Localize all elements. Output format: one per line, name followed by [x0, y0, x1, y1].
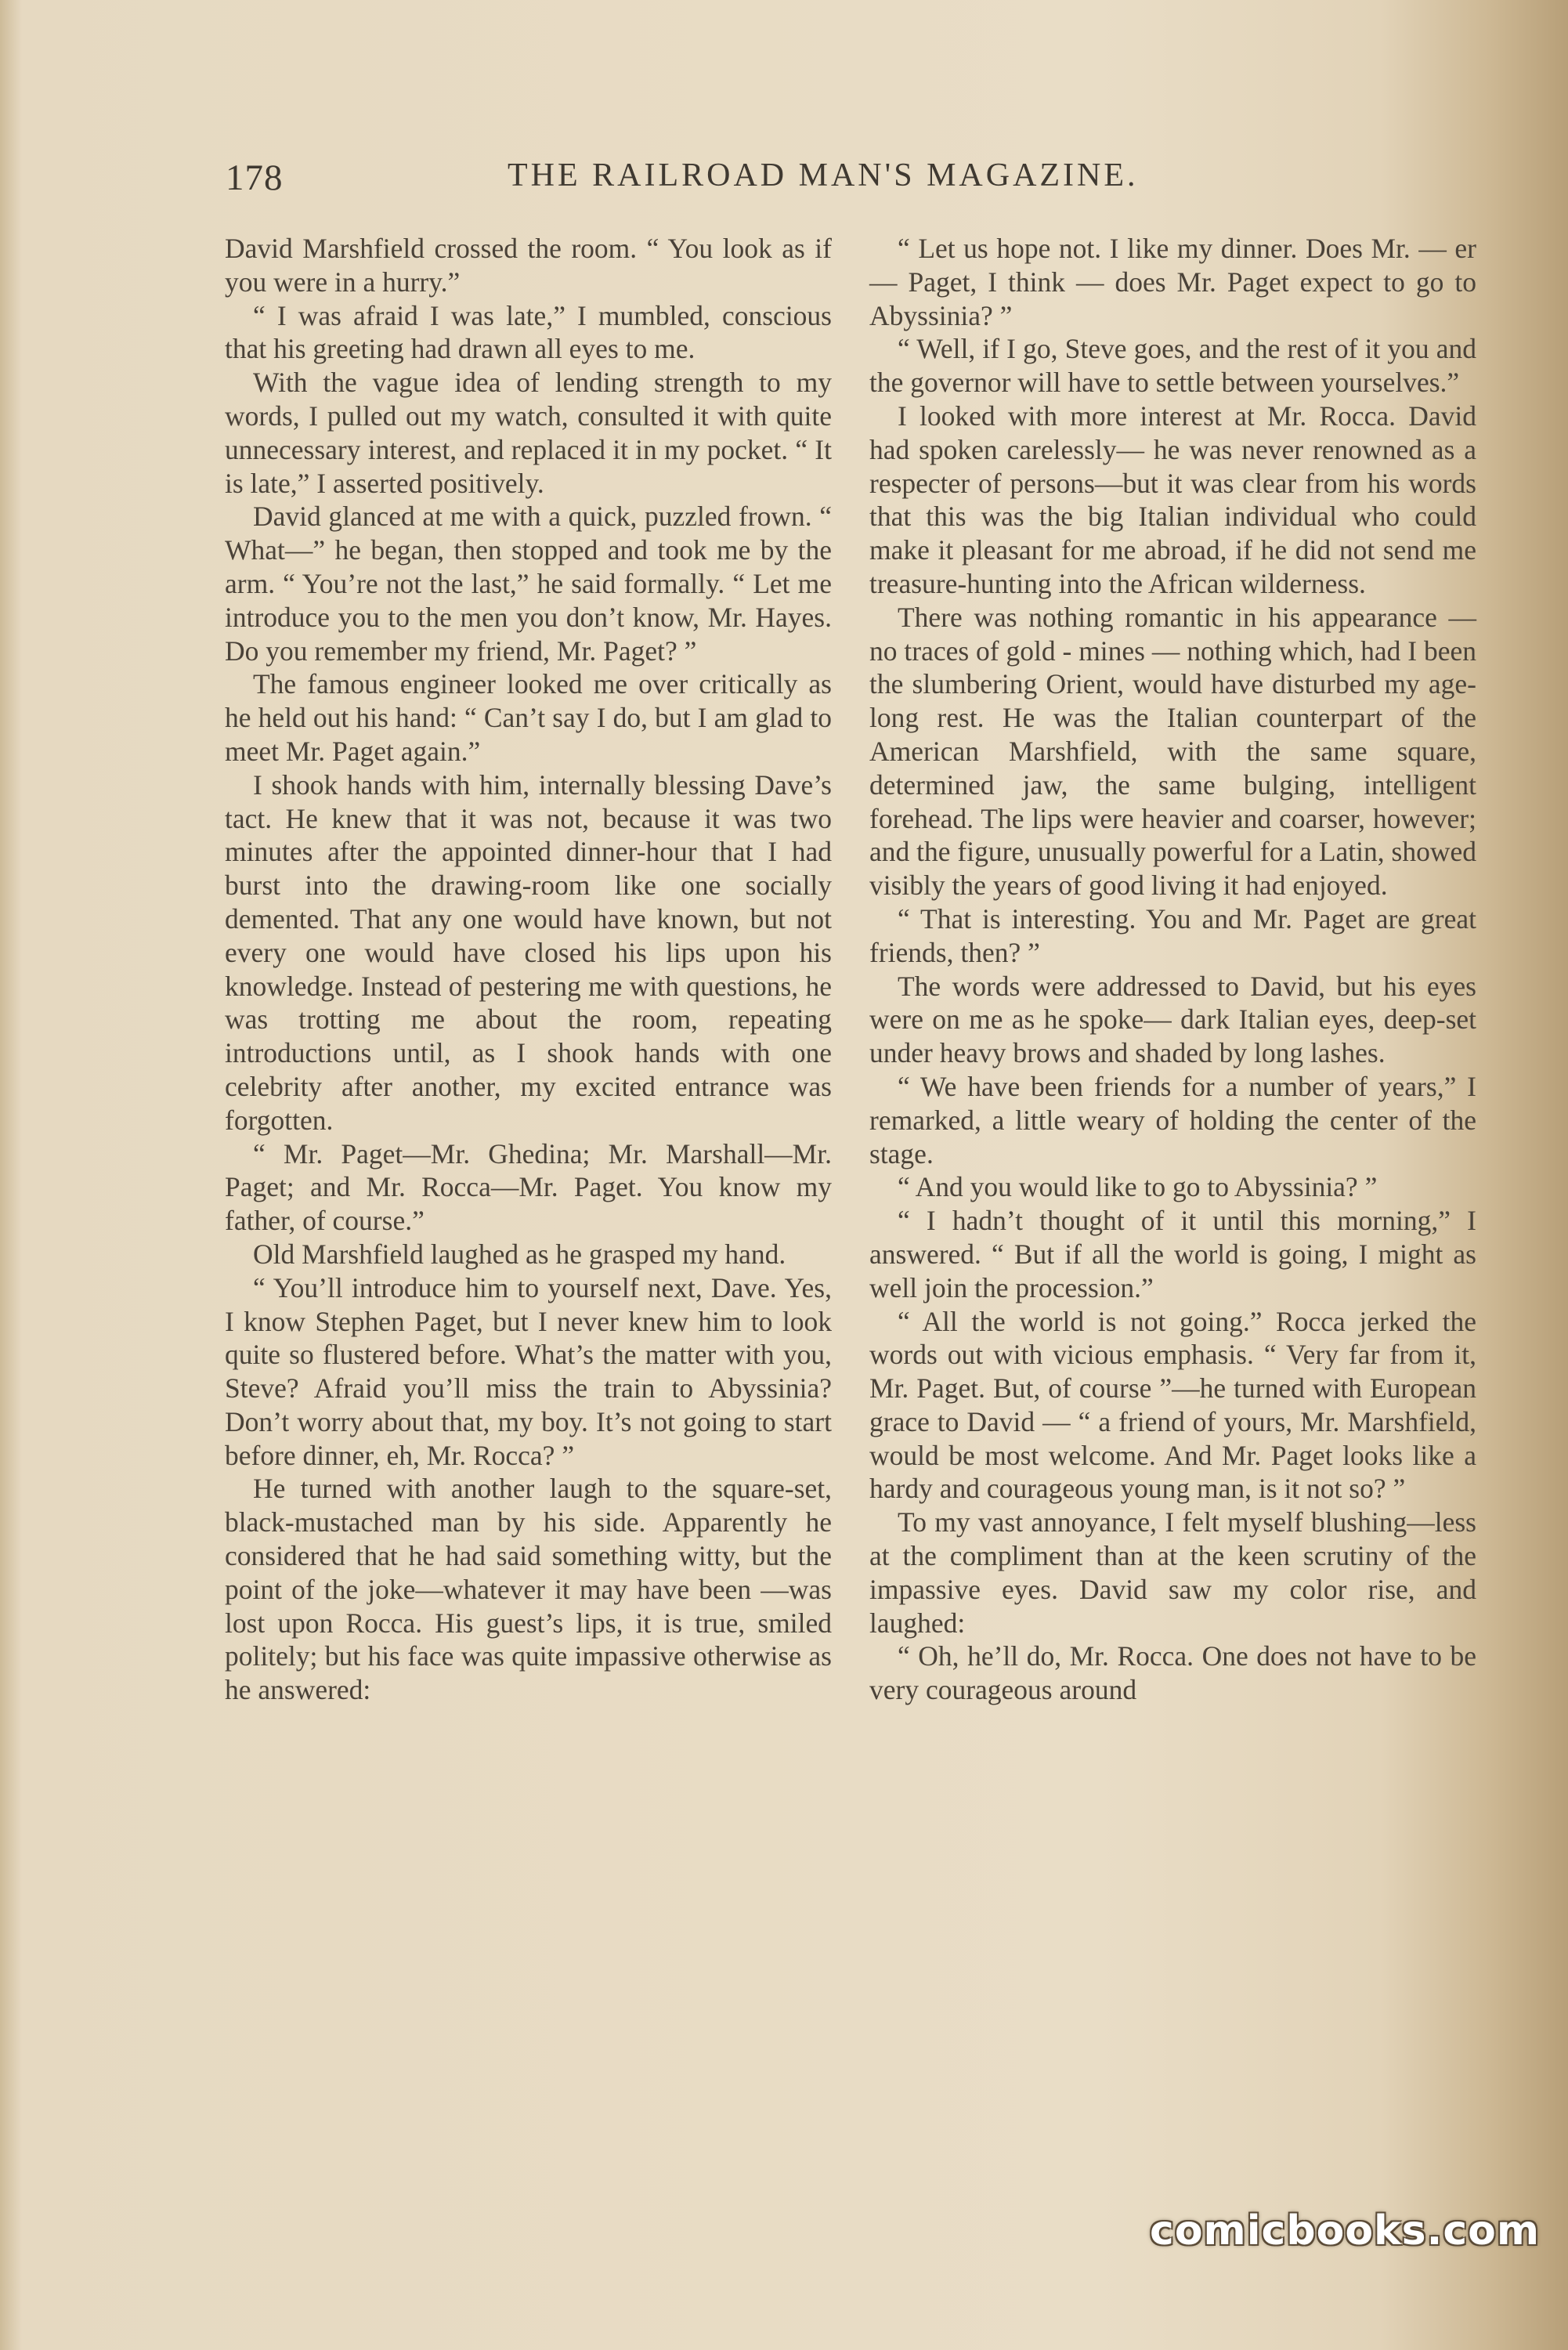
paragraph: David Marshfield crossed the room. “ You look as if you were in a hurry.” [225, 233, 832, 298]
paragraph: With the vague idea of lending strength to my words, I pulled out my watch, consulted it with quite unnecessary interest, and replaced it in my pocket. “ It is late,” I asserted positively. [225, 367, 832, 499]
paragraph: I looked with more interest at Mr. Rocca. David had spoken carelessly— he was never renowned as a respecter of persons—but it was clear from his words that this was the big Italian individual who could make it pleasant for me abroad, if he did not send me treasure-hunting into the African wilderness. [869, 400, 1476, 599]
page-number: 178 [226, 157, 284, 198]
text-column-right [869, 232, 1476, 1707]
paragraph: “ I was afraid I was late,” I mumbled, conscious that his greeting had drawn all eyes to me. [225, 299, 832, 365]
paragraph: David glanced at me with a quick, puzzled frown. “ What—” he began, then stopped and took me by the arm. “ You’re not the last,” he said formally. “ Let me introduce you to the men you don’t know, Mr. Hayes. Do you remember my friend, Mr. Paget? ” [225, 501, 832, 667]
paragraph: Old Marshfield laughed as he grasped my hand. [253, 1238, 786, 1270]
paragraph: “ We have been friends for a number of years,” I remarked, a little weary of holding the center of the stage. [869, 1070, 1476, 1170]
paragraph: “ Mr. Paget—Mr. Ghedina; Mr. Marshall—Mr. Paget; and Mr. Rocca—Mr. Paget. You know my father, of course.” [225, 1137, 832, 1237]
paragraph: “ I hadn’t thought of it until this morning,” I answered. “ But if all the world is going, I might as well join the procession.” [869, 1205, 1476, 1303]
paragraph: He turned with another laugh to the square-set, black-mustached man by his side. Apparently he considered that he had said something witty, but the point of the joke—whatever it may have been —was lost upon Rocca. His guest’s lips, it is true, smiled politely; but his face was quite impassive otherwise as he answered: [225, 1473, 832, 1706]
paragraph: I shook hands with him, internally blessing Dave’s tact. He knew that it was not, because it was two minutes after the appointed dinner-hour that I had burst into the drawing-room like one socially demented. That any one would have known, but not every one would have closed his lips upon his knowledge. Instead of pestering me with questions, he was trotting me about the room, repeating introductions until, as I shook hands with one celebrity after another, my excited entrance was forgotten. [225, 768, 832, 1136]
paragraph: “ You’ll introduce him to yourself next, Dave. Yes, I know Stephen Paget, but I never knew him to look quite so flustered before. What’s the matter with you, Steve? Afraid you’ll miss the train to Abyssinia? Don’t worry about that, my boy. It’s not going to start before dinner, eh, Mr. Rocca? ” [225, 1271, 832, 1471]
text-column-left [225, 232, 832, 1707]
paragraph: The famous engineer looked me over critically as he held out his hand: “ Can’t say I do, but I am glad to meet Mr. Paget again.” [225, 668, 832, 767]
watermark: comicbooks.com [1150, 2207, 1541, 2254]
paragraph: “ Oh, he’ll do, Mr. Rocca. One does not have to be very courageous around [869, 1640, 1476, 1706]
page-header [226, 157, 1275, 212]
paragraph: To my vast annoyance, I felt myself blushing—less at the compliment than at the keen scrutiny of the impassive eyes. David saw my color rise, and laughed: [869, 1506, 1476, 1639]
paragraph: The words were addressed to David, but his eyes were on me as he spoke— dark Italian eyes, deep-set under heavy brows and shaded by long lashes. [869, 970, 1476, 1069]
paragraph: “ And you would like to go to Abyssinia? ” [898, 1171, 1378, 1203]
paragraph: “ All the world is not going.” Rocca jerked the words out with vicious emphasis. “ Very far from it, Mr. Paget. But, of course ”—he turned with European grace to David — “ a friend of yours, Mr. Marshfield, would be most welcome. And Mr. Paget looks like a hardy and courageous young man, is it not so? ” [869, 1305, 1476, 1505]
paragraph: There was nothing romantic in his appearance — no traces of gold - mines — nothing which, had I been the slumbering Orient, would have disturbed my age-long rest. He was the Italian counterpart of the American Marshfield, with the same square, determined jaw, the same bulging, intelligent forehead. The lips were heavier and coarser, however; and the figure, unusually powerful for a Latin, showed visibly the years of good living it had enjoyed. [869, 601, 1476, 902]
paragraph: “ That is interesting. You and Mr. Paget are great friends, then? ” [869, 902, 1476, 968]
paragraph: “ Let us hope not. I like my dinner. Does Mr. — er — Paget, I think — does Mr. Paget expect to go to Abyssinia? ” [869, 233, 1476, 331]
paragraph: “ Well, if I go, Steve goes, and the rest of it you and the governor will have to settle between yourselves.” [869, 333, 1476, 399]
running-title: THE RAILROAD MAN'S MAGAZINE. [508, 157, 1139, 193]
